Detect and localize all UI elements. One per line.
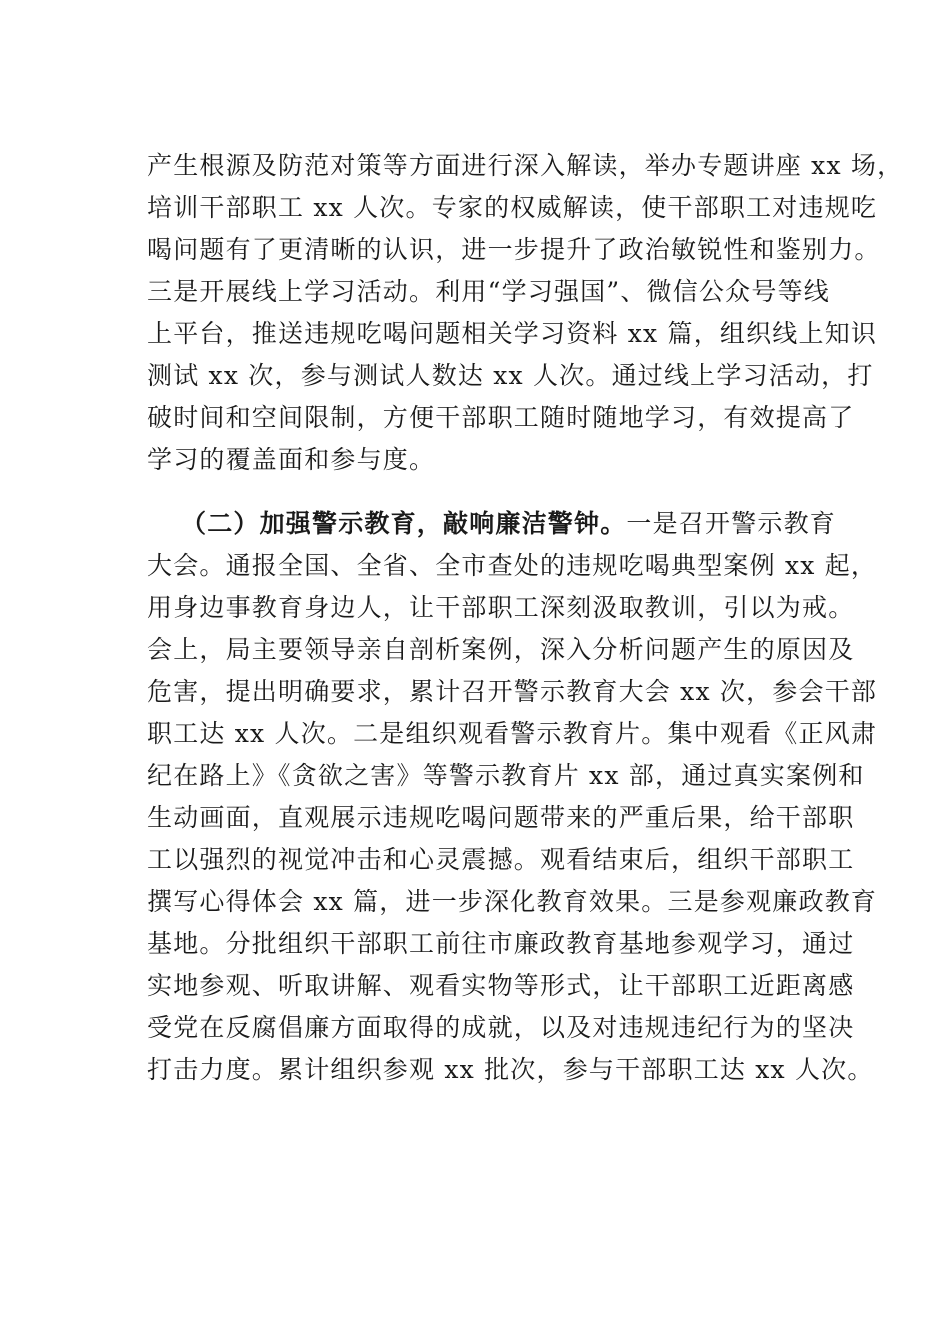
text-line: 实地参观、听取讲解、观看实物等形式，让干部职工近距离感 [147,971,855,1000]
text-line: 喝问题有了更清晰的认识，进一步提升了政治敏锐性和鉴别力。 [147,235,881,264]
first-line-text: 一是召开警示教育 [626,509,837,538]
text-line: 用身边事教育身边人，让干部职工深刻汲取教训，引以为戒。 [147,593,855,622]
text-line: 大会。通报全国、全省、全市查处的违规吃喝典型案例 xx 起， [147,551,878,580]
text-line: 破时间和空间限制，方便干部职工随时随地学习，有效提高了 [147,403,855,432]
text-line: 生动画面，直观展示违规吃喝问题带来的严重后果，给干部职 [147,803,855,832]
text-line: 三是开展线上学习活动。利用“学习强国”、微信公众号等线 [147,277,830,306]
text-line: 上平台，推送违规吃喝问题相关学习资料 xx 篇，组织线上知识 [147,319,878,348]
text-line: 产生根源及防范对策等方面进行深入解读，举办专题讲座 xx 场， [147,151,904,180]
text-line: 会上，局主要领导亲自剖析案例，深入分析问题产生的原因及 [147,635,855,664]
text-line: 受党在反腐倡廉方面取得的成就，以及对违规违纪行为的坚决 [147,1013,855,1042]
text-line: 基地。分批组织干部职工前往市廉政教育基地参观学习，通过 [147,929,855,958]
text-line: 测试 xx 次，参与测试人数达 xx 人次。通过线上学习活动，打 [147,361,874,390]
text-line: 学习的覆盖面和参与度。 [147,445,436,474]
paragraph-2-first-line [181,504,837,544]
text-line: 工以强烈的视觉冲击和心灵震撼。观看结束后，组织干部职工 [147,845,855,874]
section-heading: （二）加强警示教育，敲响廉洁警钟。 [181,509,627,538]
text-line: 职工达 xx 人次。二是组织观看警示教育片。集中观看《正风肃 [147,719,878,748]
text-line: 危害，提出明确要求，累计召开警示教育大会 xx 次，参会干部 [147,677,878,706]
text-line: 纪在路上》《贪欲之害》等警示教育片 xx 部，通过真实案例和 [147,761,865,790]
text-line: 撰写心得体会 xx 篇，进一步深化教育效果。三是参观廉政教育 [147,887,878,916]
text-line: 培训干部职工 xx 人次。专家的权威解读，使干部职工对违规吃 [147,193,878,222]
text-line: 打击力度。累计组织参观 xx 批次，参与干部职工达 xx 人次。 [147,1055,874,1084]
